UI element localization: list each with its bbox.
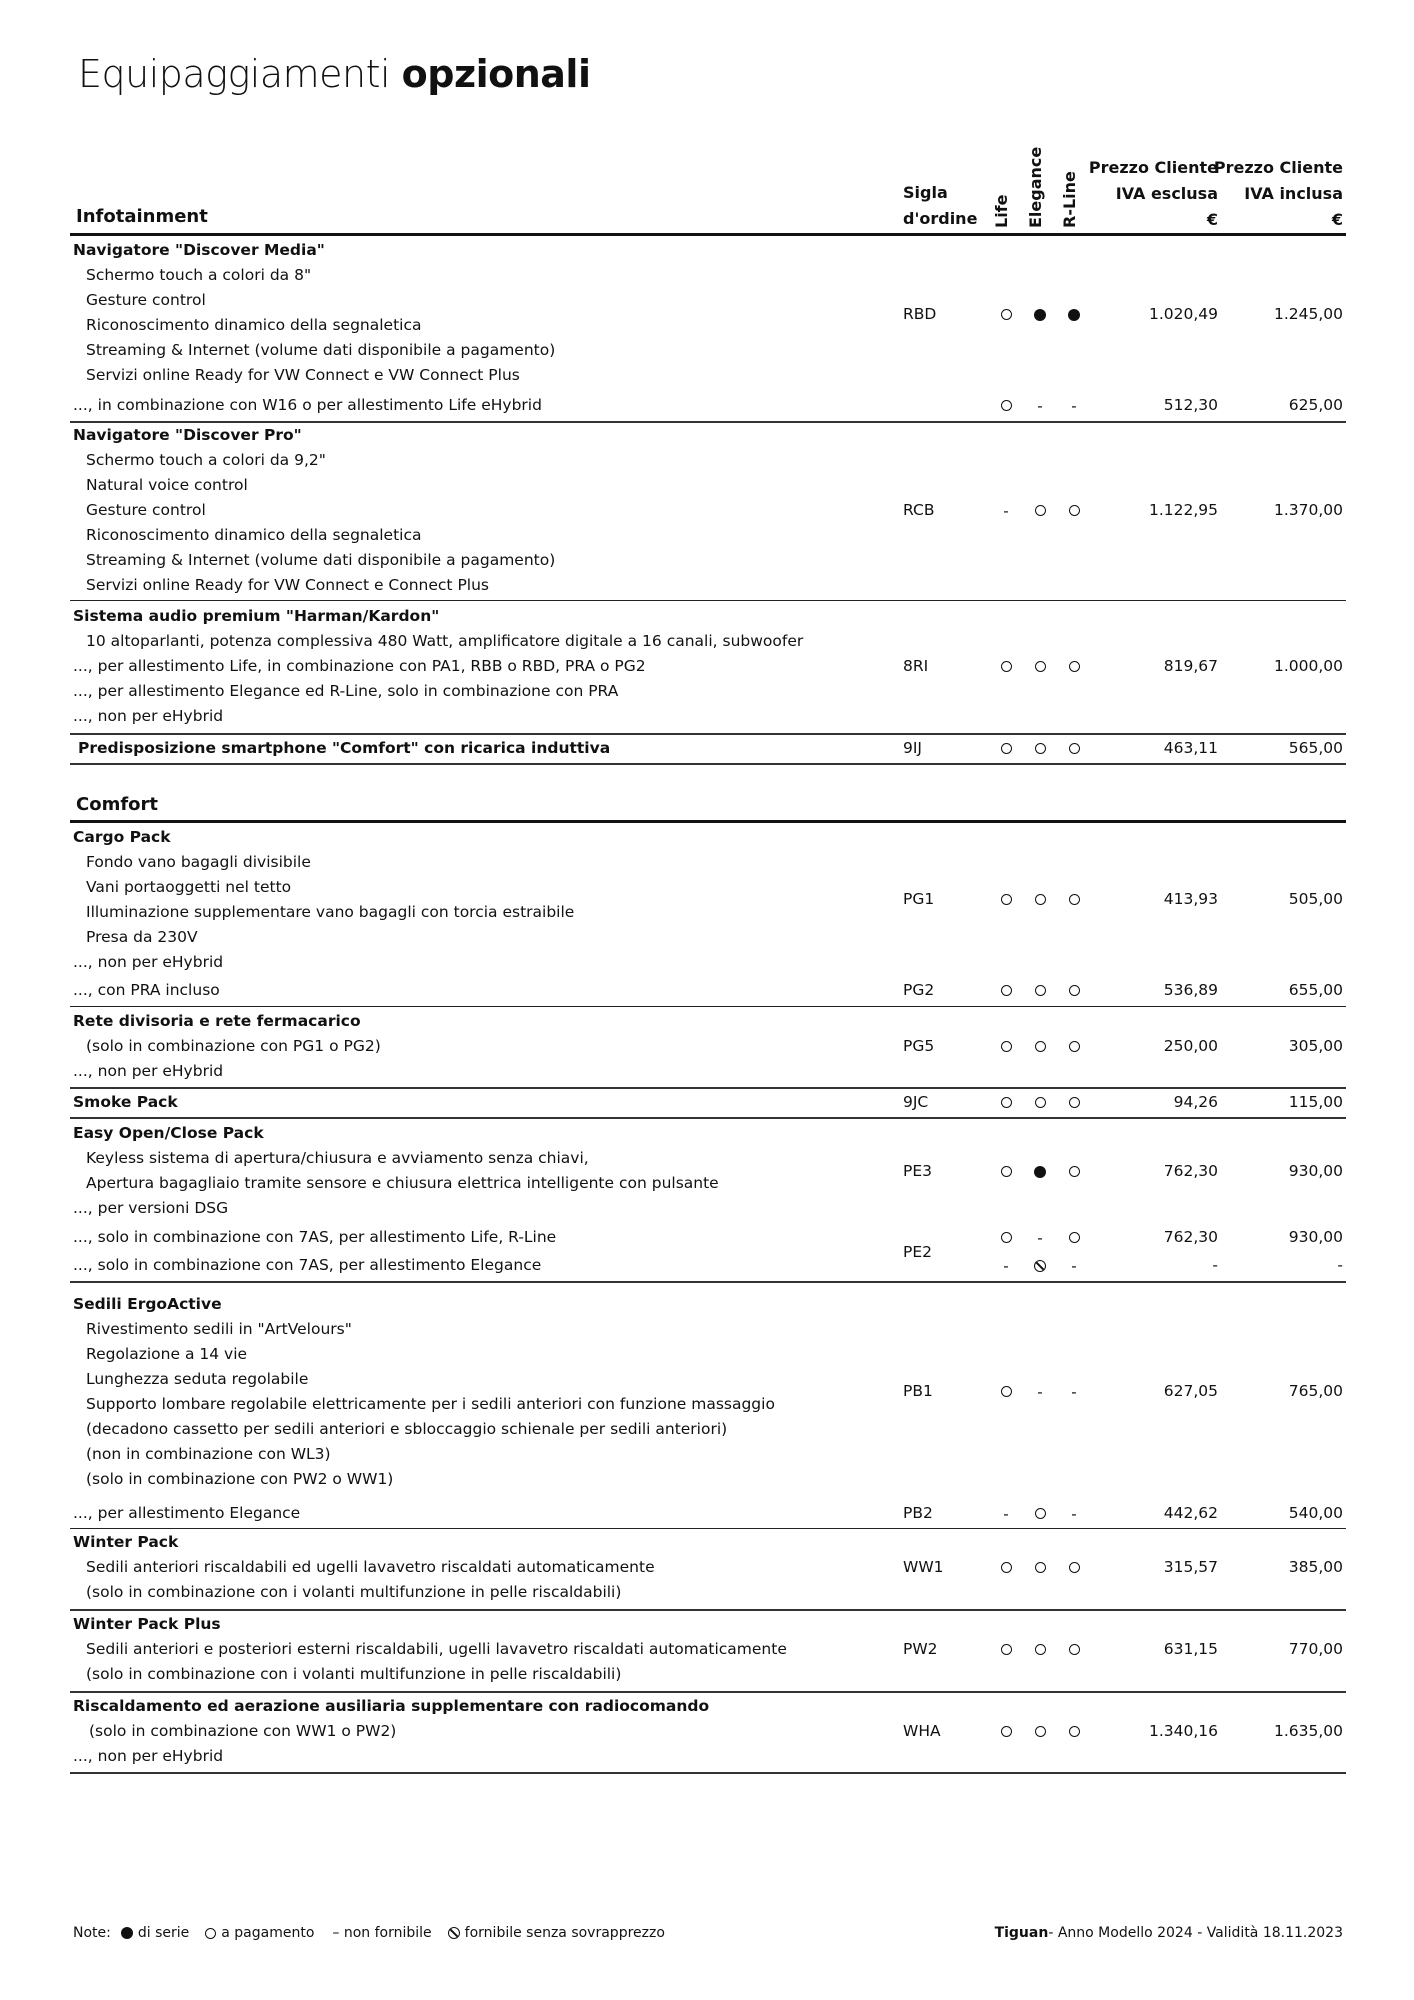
empty-circle-icon	[1069, 1041, 1080, 1052]
option-name: Winter Pack	[73, 1533, 179, 1551]
option-detail: (solo in combinazione con i volanti multifunzione in pelle riscaldabili)	[86, 1583, 622, 1601]
avail-elegance	[1028, 498, 1052, 523]
empty-circle-icon	[1069, 743, 1080, 754]
footer-model	[995, 1923, 1343, 1943]
option-detail: ..., per allestimento Life, in combinazione con PA1, RBB o RBD, PRA o PG2	[73, 657, 646, 675]
price-ex: 250,00	[1163, 1037, 1218, 1055]
option-detail: Sedili anteriori riscaldabili ed ugelli lavavetro riscaldati automaticamente	[86, 1558, 655, 1576]
order-code: PB1	[903, 1382, 933, 1400]
option-detail: Illuminazione supplementare vano bagagli con torcia estraibile	[86, 903, 575, 921]
option-detail: Rivestimento sedili in "ArtVelours"	[86, 1320, 352, 1338]
option-detail: (non in combinazione con WL3)	[86, 1445, 331, 1463]
empty-circle-icon	[1069, 1726, 1080, 1737]
option-name: Navigatore "Discover Media"	[73, 241, 325, 259]
price-ex: 413,93	[1163, 890, 1218, 908]
option-name: Sedili ErgoActive	[73, 1295, 222, 1313]
option-detail: Natural voice control	[86, 476, 248, 494]
empty-circle-icon	[1035, 1508, 1046, 1519]
avail-elegance	[1028, 1637, 1052, 1662]
avail-elegance	[1028, 1034, 1052, 1059]
row-divider	[70, 1117, 1346, 1119]
price-in: 930,00	[1288, 1162, 1343, 1180]
avail-rline: -	[1071, 1382, 1077, 1401]
avail-life: -	[1003, 501, 1009, 520]
model-name: Tiguan	[994, 1925, 1049, 1941]
avail-life	[994, 1225, 1018, 1250]
page-title: Equipaggiamenti opzionali	[78, 52, 591, 96]
option-name: Smoke Pack	[73, 1093, 178, 1111]
avail-life: -	[1003, 1256, 1009, 1275]
row-divider	[70, 1281, 1346, 1283]
price-in: 1.000,00	[1273, 657, 1343, 675]
price-in: 625,00	[1288, 396, 1343, 414]
trim-rline-header: R-Line	[1060, 171, 1079, 228]
empty-circle-icon	[1001, 1097, 1012, 1108]
empty-circle-icon	[1001, 1726, 1012, 1737]
row-divider	[70, 763, 1346, 765]
order-code: 9IJ	[903, 739, 923, 757]
empty-circle-icon	[1069, 1097, 1080, 1108]
option-name: Easy Open/Close Pack	[73, 1124, 264, 1142]
empty-circle-icon	[1069, 661, 1080, 672]
order-code: RCB	[903, 501, 935, 519]
empty-circle-icon	[1035, 1097, 1046, 1108]
option-detail: ..., per allestimento Elegance ed R-Line, solo in combinazione con PRA	[73, 682, 619, 700]
legend-free: fornibile senza sovrapprezzo	[464, 1925, 665, 1941]
row-divider	[70, 1528, 1346, 1529]
header-rule	[70, 233, 1346, 236]
price-in: 1.635,00	[1273, 1722, 1343, 1740]
empty-circle-icon	[1001, 661, 1012, 672]
price-in: 565,00	[1288, 739, 1343, 757]
empty-circle-icon	[1001, 743, 1012, 754]
price-ex: 819,67	[1163, 657, 1218, 675]
option-detail: Gesture control	[86, 291, 206, 309]
avail-life	[994, 654, 1018, 679]
price-in: 655,00	[1288, 981, 1343, 999]
empty-circle-icon	[1069, 894, 1080, 905]
option-detail: (solo in combinazione con PG1 o PG2)	[86, 1037, 381, 1055]
order-code: PG1	[903, 890, 935, 908]
option-detail: Fondo vano bagagli divisibile	[86, 853, 311, 871]
price-ex: 94,26	[1173, 1093, 1218, 1111]
avail-elegance	[1028, 1253, 1052, 1278]
option-detail: Schermo touch a colori da 8"	[86, 266, 312, 284]
empty-circle-icon	[1035, 1644, 1046, 1655]
price-in: 1.370,00	[1273, 501, 1343, 519]
option-detail: 10 altoparlanti, potenza complessiva 480 Watt, amplificatore digitale a 16 canali, subwoofer	[86, 632, 804, 650]
price-ex: 631,15	[1163, 1640, 1218, 1658]
option-detail: (solo in combinazione con WW1 o PW2)	[89, 1722, 397, 1740]
avail-life	[994, 302, 1018, 327]
order-code: PE3	[903, 1162, 933, 1180]
option-name: Cargo Pack	[73, 828, 171, 846]
section-comfort: Comfort	[76, 794, 159, 815]
legend-opt: a pagamento	[221, 1925, 315, 1941]
option-detail: ..., non per eHybrid	[73, 1062, 224, 1080]
option-detail: Servizi online Ready for VW Connect e Connect Plus	[86, 576, 489, 594]
option-detail: Riconoscimento dinamico della segnaletica	[86, 316, 422, 334]
empty-circle-icon	[1069, 985, 1080, 996]
section-infotainment: Infotainment	[76, 206, 208, 227]
price-ex: -	[1212, 1256, 1218, 1274]
price-ex: 442,62	[1163, 1504, 1218, 1522]
option-detail: Schermo touch a colori da 9,2"	[86, 451, 326, 469]
option-name: Riscaldamento ed aerazione ausiliaria supplementare con radiocomando	[73, 1697, 710, 1715]
empty-circle-icon	[205, 1928, 216, 1939]
row-divider	[70, 1006, 1346, 1007]
avail-elegance	[1028, 887, 1052, 912]
filled-circle-icon	[1034, 1166, 1046, 1178]
avail-life	[994, 1637, 1018, 1662]
option-detail: Lunghezza seduta regolabile	[86, 1370, 309, 1388]
avail-life	[994, 1555, 1018, 1580]
price-in: 540,00	[1288, 1504, 1343, 1522]
section-rule	[70, 820, 1346, 823]
filled-circle-icon	[121, 1927, 133, 1939]
legend	[73, 1923, 665, 1943]
price-in: 305,00	[1288, 1037, 1343, 1055]
empty-circle-icon	[1035, 505, 1046, 516]
empty-circle-icon	[1001, 400, 1012, 411]
avail-elegance	[1028, 1719, 1052, 1744]
empty-circle-icon	[1069, 1166, 1080, 1177]
price-ex: 762,30	[1163, 1228, 1218, 1246]
row-divider	[70, 733, 1346, 735]
avail-life	[994, 736, 1018, 761]
price-ex: 627,05	[1163, 1382, 1218, 1400]
order-code: RBD	[903, 305, 937, 323]
crossed-circle-icon	[1034, 1260, 1046, 1272]
price-in: 770,00	[1288, 1640, 1343, 1658]
order-code: WW1	[903, 1558, 944, 1576]
option-name: Sistema audio premium "Harman/Kardon"	[73, 607, 440, 625]
avail-elegance: -	[1037, 1382, 1043, 1401]
avail-elegance	[1028, 1555, 1052, 1580]
avail-rline: -	[1071, 1256, 1077, 1275]
option-detail: Apertura bagagliaio tramite sensore e chiusura elettrica intelligente con pulsante	[86, 1174, 719, 1192]
option-name: Navigatore "Discover Pro"	[73, 426, 302, 444]
avail-elegance	[1028, 1090, 1052, 1115]
avail-life	[994, 1379, 1018, 1404]
price-in: 1.245,00	[1273, 305, 1343, 323]
price-in: 385,00	[1288, 1558, 1343, 1576]
avail-elegance: -	[1037, 396, 1043, 415]
empty-circle-icon	[1035, 661, 1046, 672]
legend-std: di serie	[137, 1925, 190, 1941]
price-ex: 512,30	[1163, 396, 1218, 414]
option-detail: ..., per versioni DSG	[73, 1199, 229, 1217]
option-detail: Regolazione a 14 vie	[86, 1345, 248, 1363]
avail-life	[994, 887, 1018, 912]
option-detail: Supporto lombare regolabile elettricamente per i sedili anteriori con funzione massaggio	[86, 1395, 775, 1413]
empty-circle-icon	[1069, 1232, 1080, 1243]
legend-label: Note:	[73, 1925, 111, 1941]
crossed-circle-icon	[448, 1927, 460, 1939]
price-in: -	[1337, 1256, 1343, 1274]
avail-elegance	[1028, 978, 1052, 1003]
option-detail: ..., non per eHybrid	[73, 1747, 224, 1765]
sigla-header: Sigla d'ordine	[903, 183, 978, 228]
empty-circle-icon	[1001, 1644, 1012, 1655]
order-code: WHA	[903, 1722, 941, 1740]
avail-rline: -	[1071, 1504, 1077, 1523]
avail-elegance	[1028, 654, 1052, 679]
trim-elegance-header: Elegance	[1026, 146, 1045, 228]
avail-elegance	[1028, 302, 1052, 327]
empty-circle-icon	[1001, 1232, 1012, 1243]
order-code: PB2	[903, 1504, 933, 1522]
filled-circle-icon	[1034, 309, 1046, 321]
avail-life: -	[1003, 1504, 1009, 1523]
row-divider	[70, 1691, 1346, 1693]
empty-circle-icon	[1035, 1726, 1046, 1737]
price-ex: 1.122,95	[1148, 501, 1218, 519]
order-code: 8RI	[903, 657, 929, 675]
order-code: 9JC	[903, 1093, 929, 1111]
option-name: ..., per allestimento Elegance	[73, 1504, 301, 1522]
option-name: ..., in combinazione con W16 o per allestimento Life eHybrid	[73, 396, 542, 414]
empty-circle-icon	[1001, 1166, 1012, 1177]
row-divider	[70, 1772, 1346, 1774]
order-code: PG5	[903, 1037, 935, 1055]
price-in: 930,00	[1288, 1228, 1343, 1246]
option-detail: Streaming & Internet (volume dati disponibile a pagamento)	[86, 551, 556, 569]
option-detail: (solo in combinazione con PW2 o WW1)	[86, 1470, 394, 1488]
option-detail: Sedili anteriori e posteriori esterni riscaldabili, ugelli lavavetro riscaldati automaticamente	[86, 1640, 787, 1658]
price-ex: 1.340,16	[1148, 1722, 1218, 1740]
avail-elegance: -	[1037, 1228, 1043, 1247]
option-name: ..., solo in combinazione con 7AS, per allestimento Elegance	[73, 1256, 542, 1274]
empty-circle-icon	[1035, 894, 1046, 905]
model-validity: - Anno Modello 2024 - Validità 18.11.2023	[1048, 1925, 1343, 1941]
option-detail: (solo in combinazione con i volanti multifunzione in pelle riscaldabili)	[86, 1665, 622, 1683]
avail-rline: -	[1071, 396, 1077, 415]
empty-circle-icon	[1001, 985, 1012, 996]
avail-life	[994, 978, 1018, 1003]
empty-circle-icon	[1069, 1644, 1080, 1655]
empty-circle-icon	[1069, 505, 1080, 516]
option-name: ..., solo in combinazione con 7AS, per allestimento Life, R-Line	[73, 1228, 557, 1246]
avail-life	[994, 1719, 1018, 1744]
empty-circle-icon	[1001, 309, 1012, 320]
option-detail: Streaming & Internet (volume dati disponibile a pagamento)	[86, 341, 556, 359]
order-code: PW2	[903, 1640, 938, 1658]
price-in-header: Prezzo Cliente IVA inclusa €	[1213, 158, 1343, 229]
avail-life	[994, 393, 1018, 418]
filled-circle-icon	[1068, 309, 1080, 321]
price-ex: 762,30	[1163, 1162, 1218, 1180]
option-name: ..., con PRA incluso	[73, 981, 220, 999]
option-detail: Presa da 230V	[86, 928, 198, 946]
avail-life	[994, 1159, 1018, 1184]
price-in: 115,00	[1288, 1093, 1343, 1111]
empty-circle-icon	[1001, 1041, 1012, 1052]
empty-circle-icon	[1001, 1386, 1012, 1397]
option-detail: ..., non per eHybrid	[73, 953, 224, 971]
option-detail: Vani portaoggetti nel tetto	[86, 878, 292, 896]
row-divider	[70, 1609, 1346, 1611]
price-ex-header: Prezzo Cliente IVA esclusa €	[1088, 158, 1218, 229]
price-in: 505,00	[1288, 890, 1343, 908]
trim-life-header: Life	[992, 194, 1011, 228]
avail-life	[994, 1090, 1018, 1115]
empty-circle-icon	[1001, 1562, 1012, 1573]
option-detail: ..., non per eHybrid	[73, 707, 224, 725]
price-ex: 315,57	[1163, 1558, 1218, 1576]
avail-elegance	[1028, 1501, 1052, 1526]
price-ex: 1.020,49	[1148, 305, 1218, 323]
row-divider	[70, 1087, 1346, 1089]
empty-circle-icon	[1035, 1041, 1046, 1052]
option-detail: Riconoscimento dinamico della segnaletica	[86, 526, 422, 544]
option-name: Rete divisoria e rete fermacarico	[73, 1012, 361, 1030]
order-code: PE2	[903, 1243, 933, 1261]
option-name: Winter Pack Plus	[73, 1615, 221, 1633]
avail-elegance	[1028, 1159, 1052, 1184]
empty-circle-icon	[1035, 743, 1046, 754]
empty-circle-icon	[1035, 985, 1046, 996]
price-ex: 463,11	[1163, 739, 1218, 757]
option-detail: Keyless sistema di apertura/chiusura e avviamento senza chiavi,	[86, 1149, 589, 1167]
option-name: Predisposizione smartphone "Comfort" con ricarica induttiva	[78, 739, 611, 757]
avail-elegance	[1028, 736, 1052, 761]
order-code: PG2	[903, 981, 935, 999]
empty-circle-icon	[1001, 894, 1012, 905]
price-ex: 536,89	[1163, 981, 1218, 999]
legend-na: – non fornibile	[332, 1925, 432, 1941]
row-divider	[70, 600, 1346, 601]
price-in: 765,00	[1288, 1382, 1343, 1400]
option-detail: Servizi online Ready for VW Connect e VW Connect Plus	[86, 366, 520, 384]
empty-circle-icon	[1069, 1562, 1080, 1573]
option-detail: (decadono cassetto per sedili anteriori e sbloccaggio schienale per sedili anteriori)	[86, 1420, 728, 1438]
empty-circle-icon	[1035, 1562, 1046, 1573]
option-detail: Gesture control	[86, 501, 206, 519]
avail-life	[994, 1034, 1018, 1059]
